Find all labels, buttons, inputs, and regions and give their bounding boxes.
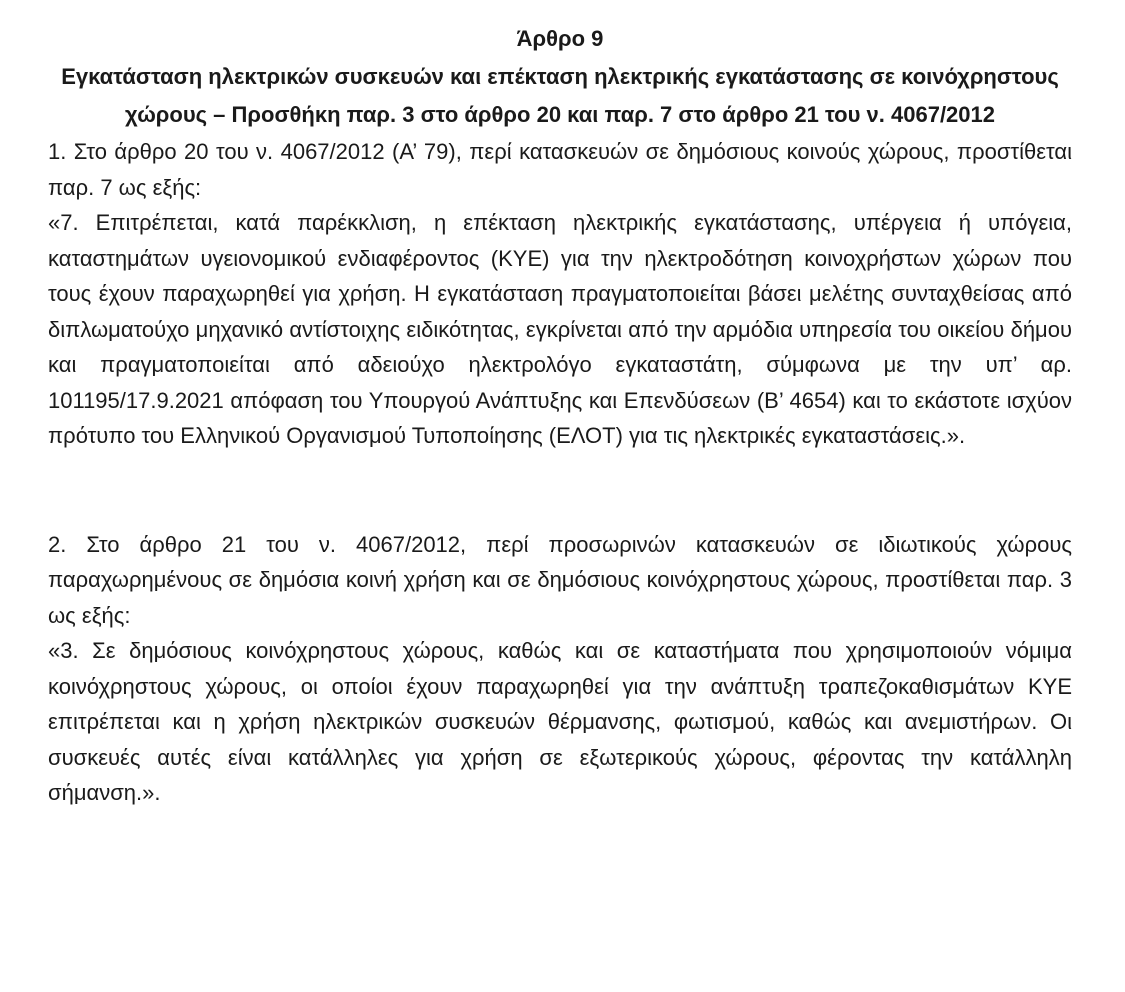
article-heading: Εγκατάσταση ηλεκτρικών συσκευών και επέκταση ηλεκτρικής εγκατάστασης σε κοινόχρηστους χώρους – Προσθήκη παρ. 3 στο άρθρο 20 και παρ. 7 στο άρθρο 21 του ν. 4067/2012 xyxy=(61,64,1059,127)
document-page xyxy=(48,20,1072,811)
paragraph-2-intro: 2. Στο άρθρο 21 του ν. 4067/2012, περί προσωρινών κατασκευών σε ιδιωτικούς χώρους παραχωρημένους σε δημόσια κοινή χρήση και σε δημόσιους κοινόχρηστους χώρους, προστίθεται παρ. 3 ως εξής: xyxy=(48,531,1072,628)
paragraph-1-quote: «7. Επιτρέπεται, κατά παρέκκλιση, η επέκταση ηλεκτρικής εγκατάστασης, υπέργεια ή υπόγεια, καταστημάτων υγειονομικού ενδιαφέροντος (ΚΥΕ) για την ηλεκτροδότηση κοινοχρήστων χώρων που τους έχουν παραχωρηθεί για χρήση. Η εγκατάσταση πραγματοποιείται βάσει μελέτης συνταχθείσας από διπλωματούχο μηχανικό αντίστοιχης ειδικότητας, εγκρίνεται από την αρμόδια υπηρεσία του οικείου δήμου και πραγματοποιείται από αδειούχο ηλεκτρολόγο εγκαταστάτη, σύμφωνα με την υπ’ αρ. 101195/17.9.2021 απόφαση του Υπουργού Ανάπτυξης και Επενδύσεων (Β’ 4654) και το εκάστοτε ισχύον πρότυπο του Ελληνικού Οργανισμού Τυποποίησης (ΕΛΟΤ) για τις ηλεκτρικές εγκαταστάσεις.». xyxy=(48,210,1072,448)
article-title: Άρθρο 9 xyxy=(516,26,604,51)
paragraph-spacer xyxy=(48,454,1072,527)
paragraph-1-intro: 1. Στο άρθρο 20 του ν. 4067/2012 (Α’ 79), περί κατασκευών σε δημόσιους κοινούς χώρους, προστίθεται παρ. 7 ως εξής: xyxy=(48,139,1072,200)
paragraph-2-quote: «3. Σε δημόσιους κοινόχρηστους χώρους, καθώς και σε καταστήματα που χρησιμοποιούν νόμιμα κοινόχρηστους χώρους, οι οποίοι έχουν παραχωρηθεί για την ανάπτυξη τραπεζοκαθισμάτων ΚΥΕ επιτρέπεται και η χρήση ηλεκτρικών συσκευών θέρμανσης, φωτισμού, καθώς και ανεμιστήρων. Οι συσκευές αυτές είναι κατάλληλες για χρήση σε εξωτερικούς χώρους, φέροντας την κατάλληλη σήμανση.». xyxy=(48,638,1072,805)
